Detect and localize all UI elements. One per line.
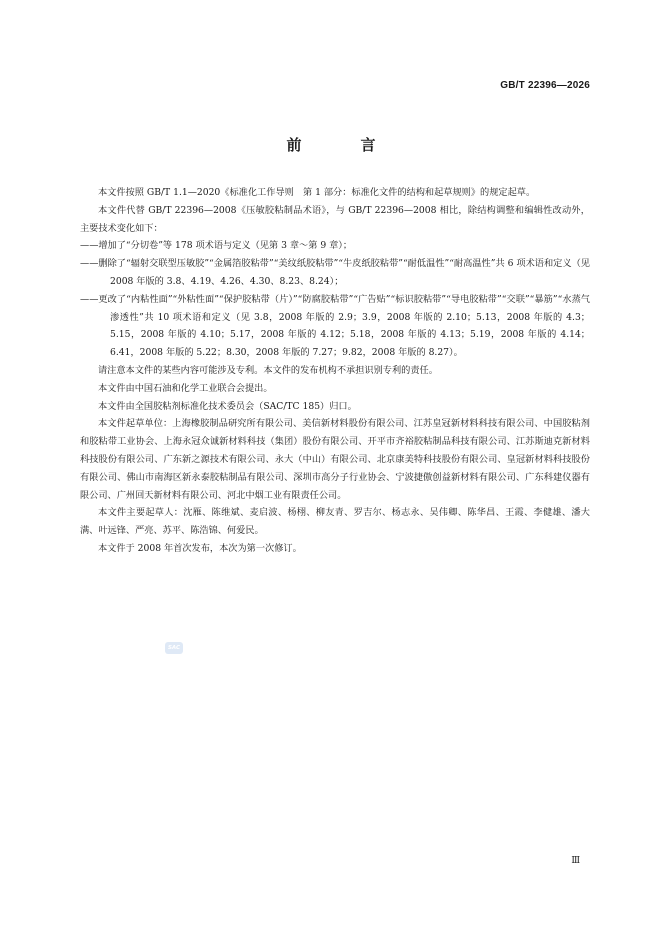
sac-watermark-logo: SAC	[165, 642, 183, 654]
paragraph-drafting-rules: 本文件按照 GB/T 1.1—2020《标准化工作导则 第 1 部分：标准化文件的结构和起草规则》的规定起草。	[98, 187, 536, 198]
standard-code: GB/T 22396—2026	[500, 80, 590, 91]
page-title: 前 言	[286, 136, 398, 154]
change-item-modified: ——更改了“内粘性面”“外粘性面”“保护胶粘带（片）”“防腐胶粘带”“广告贴”“标识胶粘带”“导电胶粘带”“交联”“暴筋”“水蒸气渗透性”共 10 项术语和定义（见 3.8，2008 年版的 2.9；3.9，2008 年版的 2.10；5.13，2008 年版的 4.3；5.15，2008 年版的 4.10；5.17，2008 年版的 4.12；5.18，2008 年版的 4.13；5.19，2008 年版的 4.14；6.41，2008 年版的 5.22；8.30，2008 年版的 7.27；9.82，2008 年版的 8.27）。	[80, 293, 590, 359]
change-item-deleted: ——删除了“辐射交联型压敏胶”“金属箔胶粘带”“美纹纸胶粘带”“牛皮纸胶粘带”“耐低温性”“耐高温性”共 6 项术语和定义（见 2008 年版的 3.8、4.19、4.26、4.30、8.23、8.24）；	[80, 258, 590, 287]
paragraph-drafting-units: 本文件起草单位：上海橡胶制品研究所有限公司、美信新材料股份有限公司、江苏皇冠新材料科技有限公司、中国胶粘剂和胶粘带工业协会、上海永冠众诚新材料科技（集团）股份有限公司、开平市齐裕胶粘制品科技有限公司、江苏斯迪克新材料科技股份有限公司、广东新之源技术有限公司、永大（中山）有限公司、北京康美特科技股份有限公司、皇冠新材料科技股份有限公司、佛山市南海区新永泰胶粘制品有限公司、深圳市高分子行业协会、宁波捷傲创益新材料有限公司、广东科建仪器有限公司、广州回天新材料有限公司、河北中烟工业有限责任公司。	[80, 418, 590, 501]
paragraph-proposer: 本文件由中国石油和化学工业联合会提出。	[98, 382, 273, 394]
paragraph-patent-notice: 请注意本文件的某些内容可能涉及专利。本文件的发布机构不承担识别专利的责任。	[98, 364, 438, 376]
page-number: Ⅲ	[571, 856, 580, 866]
paragraph-history: 本文件于 2008 年首次发布，本次为第一次修订。	[98, 542, 302, 554]
paragraph-drafters: 本文件主要起草人：沈雁、陈维斌、麦启波、杨栩、柳友青、罗吉尔、杨志永、吴伟卿、陈华昌、王霞、李健雄、潘大满、叶远锋、严亮、苏平、陈浩锦、何爱民。	[80, 507, 590, 537]
paragraph-committee: 本文件由全国胶粘剂标准化技术委员会（SAC/TC 185）归口。	[98, 400, 357, 412]
change-item-added: ——增加了“分切卷”等 178 项术语与定义（见第 3 章～第 9 章）；	[80, 240, 353, 252]
paragraph-replacement: 本文件代替 GB/T 22396—2008《压敏胶粘制品术语》，与 GB/T 22396—2008 相比，除结构调整和编辑性改动外，主要技术变化如下：	[80, 204, 590, 234]
foreword-body	[80, 184, 590, 558]
